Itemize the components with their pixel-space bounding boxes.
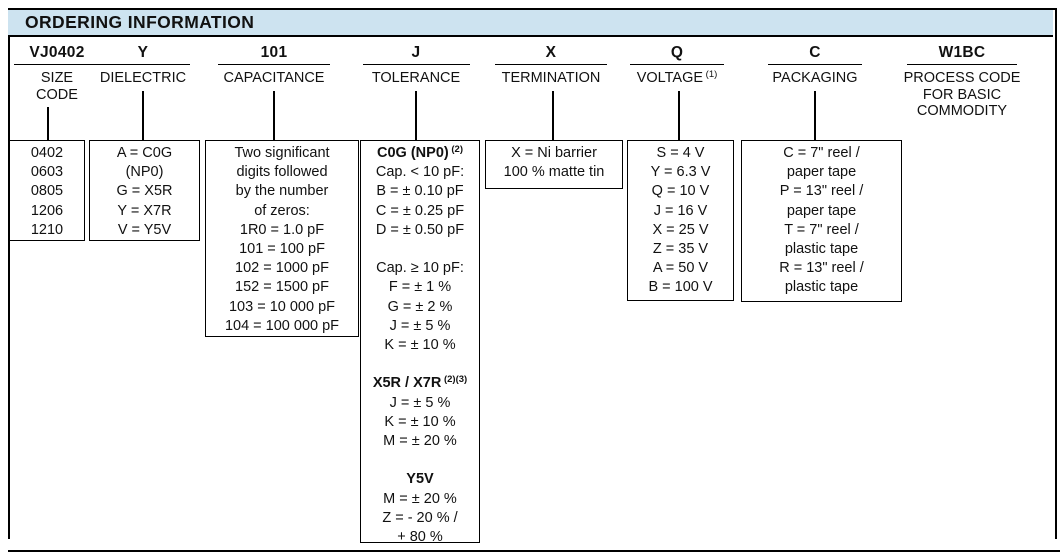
box-line: (NP0) <box>125 164 164 181</box>
code-underline <box>495 64 607 65</box>
code-underline <box>630 64 724 65</box>
connector-line <box>142 91 144 140</box>
box-line: D = ± 0.50 pF <box>375 221 465 238</box>
footnote-marker: (2)(3) <box>441 374 468 386</box>
box-line: plastic tape <box>784 241 859 258</box>
box-line: Z = 35 V <box>652 241 709 258</box>
option-box <box>9 140 85 241</box>
box-line: 0603 <box>30 164 64 181</box>
code-value: Y <box>137 44 149 61</box>
box-line: plastic tape <box>784 279 859 296</box>
option-box <box>89 140 200 241</box>
box-line: B = ± 0.10 pF <box>376 183 464 200</box>
option-box <box>627 140 734 301</box>
column-label: TOLERANCE <box>371 70 461 86</box>
box-line: 102 = 1000 pF <box>235 260 329 277</box>
box-line: by the number <box>235 183 329 200</box>
section-title: ORDERING INFORMATION <box>25 12 255 32</box>
box-line: P = 13" reel / <box>779 183 864 200</box>
code-value: C <box>809 44 821 61</box>
code-underline <box>14 64 100 65</box>
box-line: S = 4 V <box>656 145 705 161</box>
column-label: PACKAGING <box>772 70 858 86</box>
box-line: C0G (NP0) $^{(2)}$ <box>377 144 463 161</box>
box-line: Two significant <box>234 145 330 161</box>
box-line: K = ± 10 % <box>384 337 456 354</box>
connector-line <box>552 91 554 140</box>
box-line: K = ± 10 % <box>384 413 456 430</box>
code-value: Q <box>670 44 684 61</box>
box-line: M = ± 20 % <box>383 433 457 450</box>
column-label: CAPACITANCE <box>223 70 325 86</box>
code-underline <box>907 64 1017 65</box>
column-label: VOLTAGE $^{(1)}$ <box>636 69 718 86</box>
box-line: J = 16 V <box>653 202 708 219</box>
code-value: J <box>411 44 421 61</box>
connector-line <box>678 91 680 140</box>
connector-line <box>47 107 49 140</box>
code-underline <box>218 64 330 65</box>
code-value: VJ0402 <box>29 44 85 61</box>
box-line <box>361 355 479 374</box>
box-line: + 80 % <box>397 529 443 543</box>
box-line: X5R / X7R $^{(2)(3)}$ <box>372 374 468 392</box>
footnote-marker: (1) <box>703 69 718 80</box>
option-box <box>485 140 623 189</box>
box-line: 1210 <box>30 221 64 238</box>
box-line: Z = - 20 % / <box>382 509 458 526</box>
box-line: G = X5R <box>116 183 173 200</box>
code-value: W1BC <box>938 44 986 61</box>
box-line: Y = X7R <box>117 202 172 219</box>
box-line: 152 = 1500 pF <box>235 279 329 296</box>
connector-line <box>273 91 275 140</box>
box-line: Cap. ≥ 10 pF: <box>376 260 464 277</box>
box-line: 1R0 = 1.0 pF <box>239 221 325 238</box>
box-line: digits followed <box>236 164 328 181</box>
box-line: R = 13" reel / <box>779 260 864 277</box>
box-line: A = 50 V <box>652 260 709 277</box>
box-line: V = Y5V <box>117 221 172 238</box>
box-line: Y5V <box>406 471 434 488</box>
bottom-rule <box>8 550 1060 552</box>
box-line: 0805 <box>30 183 64 200</box>
box-line: F = ± 1 % <box>388 279 452 296</box>
option-box <box>741 140 902 302</box>
box-line: T = 7" reel / <box>784 221 859 238</box>
box-line: paper tape <box>786 202 857 219</box>
connector-line <box>415 91 417 140</box>
box-line: paper tape <box>786 164 857 181</box>
box-line: X = Ni barrier <box>511 145 597 161</box>
code-value: 101 <box>260 44 288 61</box>
box-line <box>361 240 479 259</box>
box-line: G = ± 2 % <box>387 298 453 315</box>
box-line: J = ± 5 % <box>389 394 451 411</box>
box-line <box>361 451 479 470</box>
box-line: X = 25 V <box>652 221 709 238</box>
box-line: 103 = 10 000 pF <box>228 298 336 315</box>
box-line: J = ± 5 % <box>389 317 451 334</box>
column-label: PROCESS CODE FOR BASIC COMMODITY <box>903 70 1021 119</box>
box-line: 0402 <box>30 145 64 161</box>
code-underline <box>96 64 190 65</box>
code-value: X <box>545 44 557 61</box>
box-line: 100 % matte tin <box>503 164 605 181</box>
box-line: Y = 6.3 V <box>650 164 711 181</box>
option-box <box>360 140 480 543</box>
box-line: 1206 <box>30 202 64 219</box>
box-line: of zeros: <box>254 202 310 219</box>
box-line: C = 7" reel / <box>783 145 860 161</box>
box-line: B = 100 V <box>648 279 713 296</box>
footnote-marker: (2) <box>448 144 463 155</box>
column-label: DIELECTRIC <box>99 70 187 86</box>
box-line: Q = 10 V <box>651 183 710 200</box>
box-line: Cap. < 10 pF: <box>375 164 465 181</box>
box-line: A = C0G <box>116 145 173 161</box>
option-box <box>205 140 359 337</box>
box-line: C = ± 0.25 pF <box>375 202 465 219</box>
box-line: 104 = 100 000 pF <box>224 317 340 334</box>
connector-line <box>814 91 816 140</box>
section-header <box>8 10 1053 37</box>
column-label: SIZE CODE <box>36 70 78 103</box>
box-line: M = ± 20 % <box>383 490 457 507</box>
code-underline <box>768 64 862 65</box>
box-line: 101 = 100 pF <box>239 241 325 258</box>
code-underline <box>363 64 470 65</box>
column-label: TERMINATION <box>501 70 601 86</box>
